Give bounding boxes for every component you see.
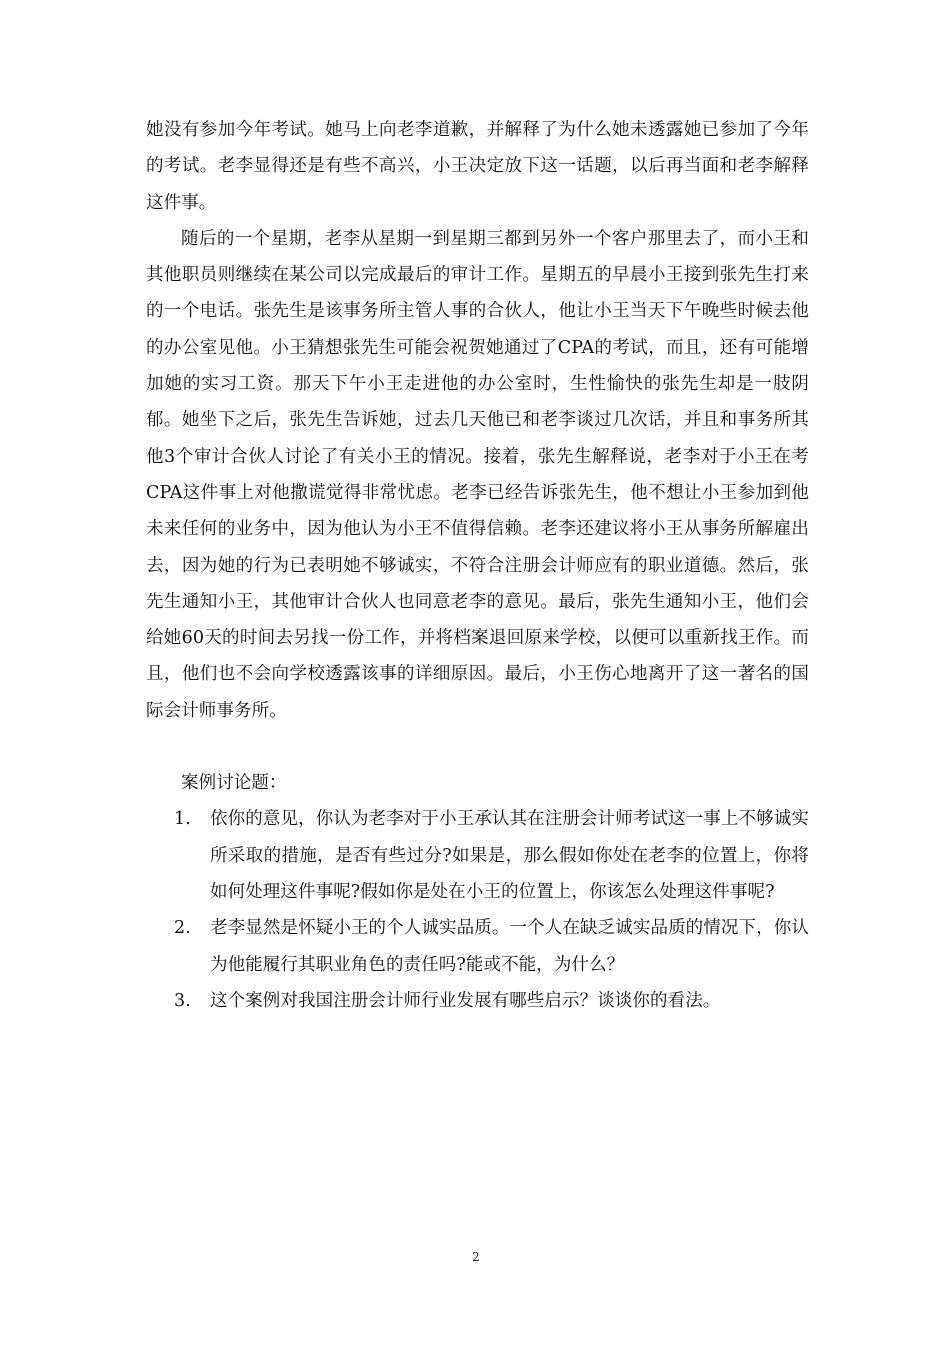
section-spacer	[146, 729, 809, 765]
question-item	[146, 910, 809, 983]
questions-title: 案例讨论题：	[181, 773, 287, 794]
paragraph-continuation: 她没有参加今年考试。她马上向老李道歉，并解释了为什么她未透露她已参加了今年的考试。老李显得还是有些不高兴，小王决定放下这一话题，以后再当面和老李解释这件事。	[146, 120, 809, 213]
question-item	[146, 801, 809, 910]
question-text: 这个案例对我国注册会计师行业发展有哪些启示？谈谈你的看法。	[210, 990, 721, 1011]
question-number: 2.	[174, 918, 191, 939]
questions-list	[146, 801, 809, 1019]
page-content	[146, 112, 809, 1019]
question-text: 依你的意见，你认为老李对于小王承认其在注册会计师考试这一事上不够诚实所采取的措施，是否有些过分?如果是，那么假如你处在老李的位置上，你将如何处理这件事呢?假如你是处在小王的位置上，你该怎么处理这件事呢?	[210, 809, 809, 902]
question-item	[146, 983, 809, 1019]
page-number: 2	[472, 1250, 480, 1264]
paragraph-case-story: 随后的一个星期，老李从星期一到星期三都到另外一个客户那里去了，而小王和其他职员则继续在某公司以完成最后的审计工作。星期五的早晨小王接到张先生打来的一个电话。张先生是该事务所主管人事的合伙人，他让小王当天下午晚些时候去他的办公室见他。小王猜想张先生可能会祝贺她通过了CPA的考试，而且，还有可能增加她的实习工资。那天下午小王走进他的办公室时，生性愉快的张先生却是一肢阴郁。她坐下之后，张先生告诉她，过去几天他已和老李谈过几次话，并且和事务所其他3个审计合伙人讨论了有关小王的情况。接着，张先生解释说，老李对于小王在考CPA这件事上对他撒谎觉得非常忧虑。老李已经告诉张先生，他不想让小王参加到他未来任何的业务中，因为他认为小王不值得信赖。老李还建议将小王从事务所解雇出去，因为她的行为已表明她不够诚实，不符合注册会计师应有的职业道德。然后，张先生通知小王，其他审计合伙人也同意老李的意见。最后，张先生通知小王，他们会给她60天的时间去另找一份工作，并将档案退回原来学校，以便可以重新找王作。而且，他们也不会向学校透露该事的详细原因。最后，小王伤心地离开了这一著名的国际会计师事务所。	[146, 228, 809, 721]
question-number: 1.	[174, 809, 191, 830]
question-text: 老李显然是怀疑小王的个人诚实品质。一个人在缺乏诚实品质的情况下，你认为他能履行其职业角色的责任吗?能或不能，为什么？	[210, 918, 809, 975]
question-number: 3.	[174, 990, 191, 1011]
